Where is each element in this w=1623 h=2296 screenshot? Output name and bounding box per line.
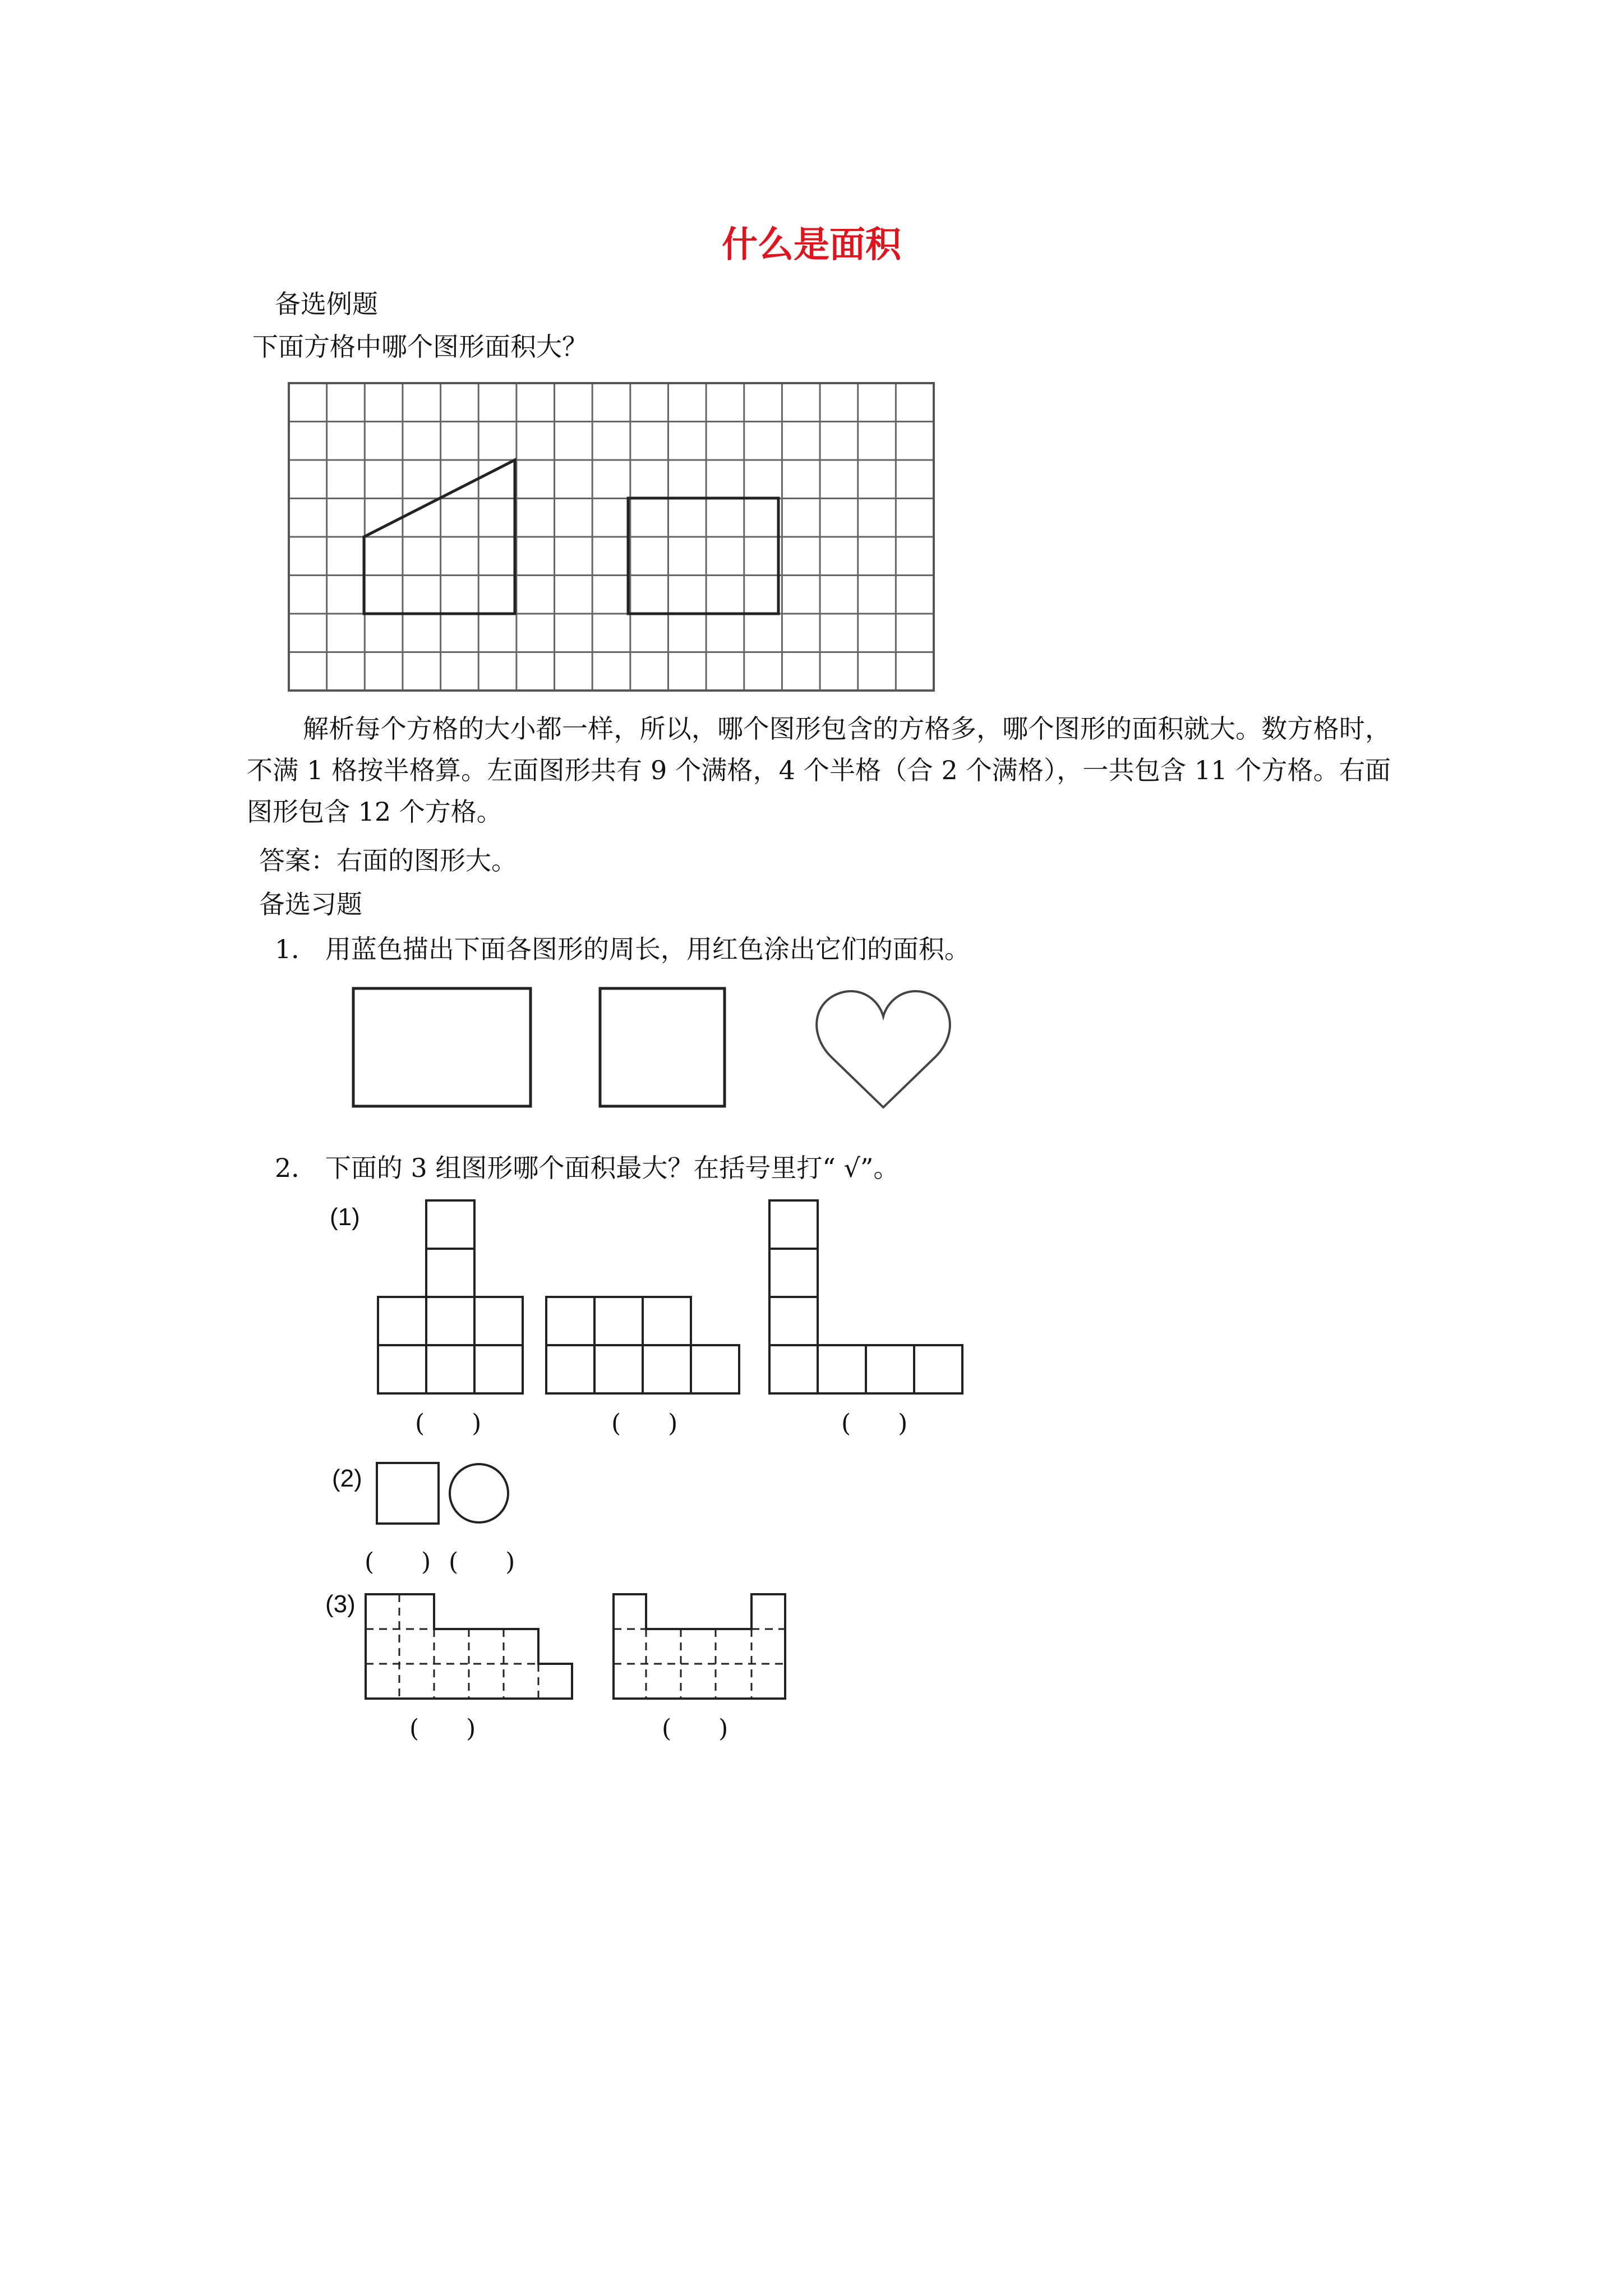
cell: [769, 1345, 818, 1393]
cell: [691, 1345, 739, 1393]
cell: [426, 1200, 474, 1249]
question-1: 1． 用蓝色描出下面各图形的周长，用红色涂出它们的面积。: [275, 934, 970, 964]
heart-shape: [817, 991, 950, 1107]
q1-shapes: [353, 987, 959, 1111]
group-2-label: (2): [332, 1465, 362, 1492]
cell: [818, 1345, 866, 1393]
example-heading: 备选例题: [275, 289, 378, 319]
cell: [378, 1345, 426, 1393]
grid-figure: [289, 383, 934, 691]
cell: [426, 1345, 474, 1393]
circle-shape: [450, 1464, 508, 1522]
analysis-paragraph: 解析每个方格的大小都一样，所以，哪个图形包含的方格多，哪个图形的面积就大。数方格时，不满 1 格按半格算。左面图形共有 9 个满格，4 个半格（合 2 个满格），一共包含 11 个方格。右面图形包含 12 个方格。: [247, 714, 1391, 827]
right-shape-dashes: [614, 1629, 785, 1699]
answer-paren: ( ): [611, 1409, 678, 1438]
cell: [914, 1345, 962, 1393]
cell: [546, 1297, 594, 1345]
group-3-shapes: [365, 1593, 802, 1705]
answer-paren: ( ): [841, 1409, 908, 1438]
question-2: 2． 下面的 3 组图形哪个面积最大？在括号里打“ √”。: [275, 1153, 900, 1183]
exercises-heading: 备选习题: [259, 889, 362, 919]
cell: [474, 1345, 523, 1393]
cell: [769, 1297, 818, 1345]
left-shape-dashes: [366, 1594, 538, 1699]
cell: [643, 1345, 691, 1393]
answer-paren: ( ): [415, 1409, 482, 1438]
rectangle-shape: [353, 988, 531, 1106]
right-shape-outline: [614, 1594, 785, 1699]
group-1-shapes: [377, 1200, 971, 1414]
cell: [866, 1345, 914, 1393]
group-1-label: (1): [330, 1203, 360, 1231]
grid-lines: [289, 383, 934, 691]
cell: [474, 1297, 523, 1345]
answer-paren: ( ): [449, 1548, 515, 1576]
example-question: 下面方格中哪个图形面积大？: [252, 332, 588, 362]
answer-paren: ( ): [409, 1714, 476, 1743]
cell: [769, 1200, 818, 1249]
right-rectangle: [628, 498, 778, 614]
cell: [594, 1345, 643, 1393]
group-2-shapes: [376, 1461, 516, 1528]
square-shape: [377, 1463, 439, 1524]
cell: [426, 1249, 474, 1297]
page-title: 什么是面积: [722, 224, 901, 266]
cell: [378, 1297, 426, 1345]
answer-paren: ( ): [365, 1548, 431, 1576]
cell: [546, 1345, 594, 1393]
cell: [426, 1297, 474, 1345]
answer-text: 答案：右面的图形大。: [259, 845, 517, 876]
cell: [769, 1249, 818, 1297]
answer-paren: ( ): [662, 1714, 728, 1743]
square-shape: [600, 988, 725, 1106]
cell: [643, 1297, 691, 1345]
group-3-label: (3): [325, 1590, 356, 1618]
cell: [594, 1297, 643, 1345]
